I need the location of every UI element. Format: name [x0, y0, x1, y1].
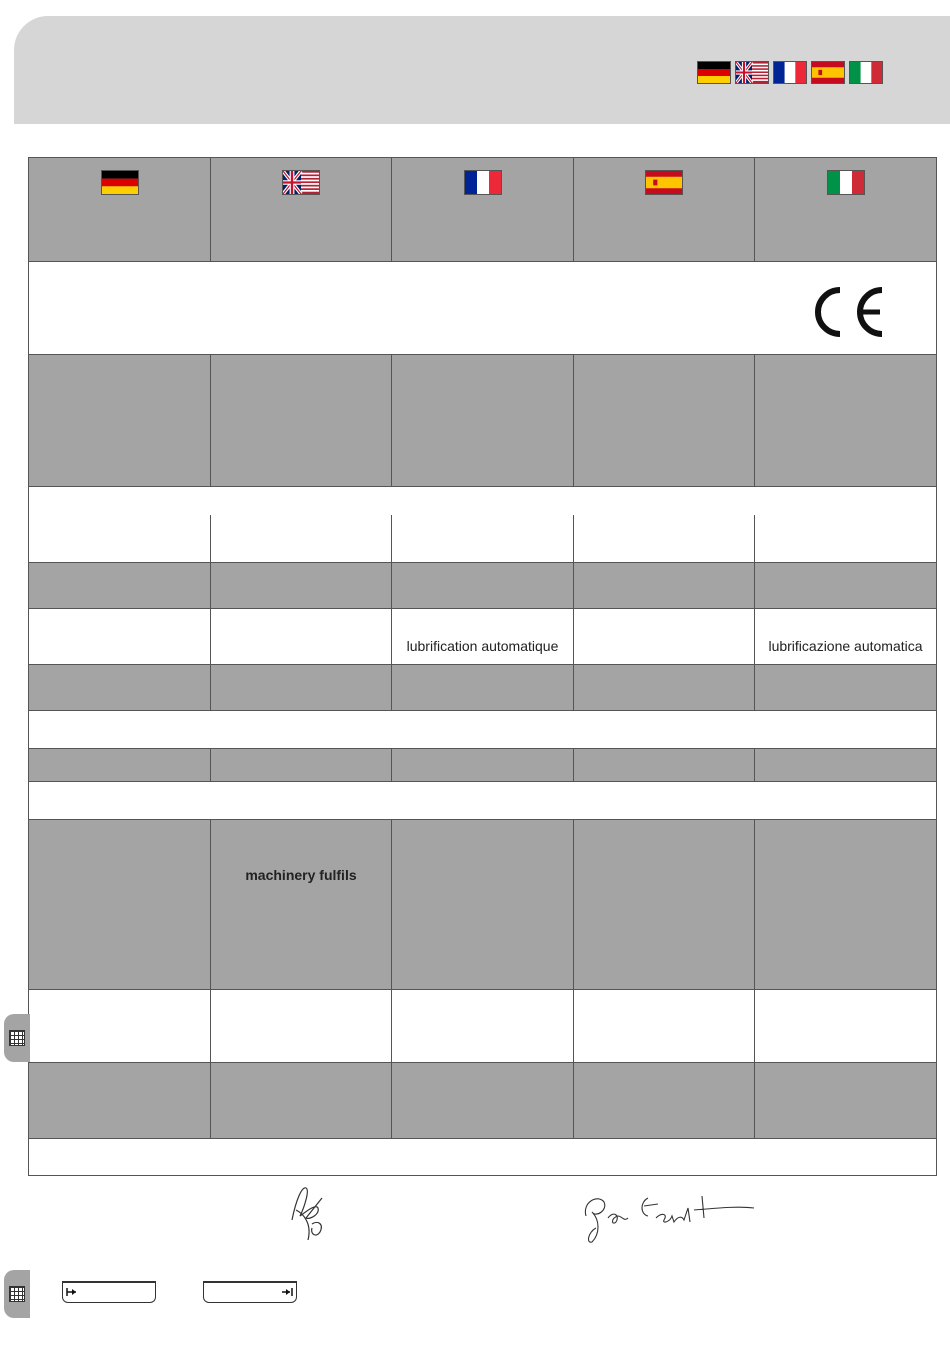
- grid-icon: [9, 1286, 25, 1302]
- cell-it: [755, 1063, 936, 1138]
- grid-icon: [9, 1030, 25, 1046]
- cell-de: [29, 990, 211, 1062]
- cell-fr: [392, 563, 574, 608]
- serial-row: [29, 665, 936, 711]
- cell-es: [574, 609, 755, 664]
- cell-it: [755, 990, 936, 1062]
- lubrication-row: [29, 609, 936, 665]
- type-row: [29, 563, 936, 609]
- year-row: [29, 711, 936, 749]
- flag-germany-icon: [101, 170, 139, 195]
- flag-italy-icon: [827, 170, 865, 195]
- cell-en: [211, 515, 392, 562]
- cell-es: [574, 515, 755, 562]
- signature-icon: [578, 1188, 756, 1246]
- flag-uk-us-icon[interactable]: [735, 61, 769, 84]
- previous-page-button[interactable]: [62, 1281, 156, 1303]
- lubrication-text-it: lubrificazione automatica: [768, 638, 923, 654]
- side-tab[interactable]: [4, 1014, 30, 1062]
- cell-fr: [392, 820, 574, 989]
- cell-it: [755, 820, 936, 989]
- cell-it: [755, 515, 936, 562]
- cell-es: [574, 990, 755, 1062]
- flag-uk-us-icon: [282, 170, 320, 195]
- flag-spain-icon: [645, 170, 683, 195]
- cell-it: [755, 355, 936, 486]
- standards-row: [29, 990, 936, 1063]
- directive-row: [29, 820, 936, 990]
- cell-fr: [392, 665, 574, 710]
- cell-de: [29, 820, 211, 989]
- cell-it: [755, 665, 936, 710]
- cell-en: [211, 1063, 392, 1138]
- cell-es: [574, 820, 755, 989]
- flag-spain-icon[interactable]: [811, 61, 845, 84]
- cell-en: [211, 609, 392, 664]
- lubrication-text-fr: lubrification automatique: [406, 638, 559, 654]
- column-es: [574, 158, 755, 261]
- column-de: [29, 158, 211, 261]
- cell-de: [29, 563, 211, 608]
- column-en: [211, 158, 392, 261]
- side-tab-bottom[interactable]: [4, 1270, 30, 1318]
- cell-de: [29, 609, 211, 664]
- cell-es: [574, 749, 755, 781]
- language-header-row: [29, 158, 936, 262]
- product-row: [29, 487, 936, 563]
- cell-fr: [392, 749, 574, 781]
- cell-fr: [392, 515, 574, 562]
- cell-it: [755, 749, 936, 781]
- cell-it: [755, 609, 936, 664]
- ce-row: [29, 262, 936, 355]
- cell-es: [574, 1063, 755, 1138]
- cell-fr: [392, 1063, 574, 1138]
- arrow-right-icon: [66, 1286, 78, 1298]
- cell-de: [29, 355, 211, 486]
- ce-mark-icon: [806, 284, 886, 340]
- column-it: [755, 158, 936, 261]
- cell-fr: [392, 609, 574, 664]
- cell-de: [29, 665, 211, 710]
- cell-fr: [392, 355, 574, 486]
- declaration-table: [28, 157, 937, 1176]
- cell-de: [29, 1063, 211, 1138]
- manufacturer-row: [29, 355, 936, 487]
- flag-france-icon[interactable]: [773, 61, 807, 84]
- cell-en: [211, 990, 392, 1062]
- labels-row: [29, 749, 936, 782]
- flag-germany-icon[interactable]: [697, 61, 731, 84]
- cell-es: [574, 563, 755, 608]
- cell-it: [755, 563, 936, 608]
- column-fr: [392, 158, 574, 261]
- cell-en: [211, 563, 392, 608]
- signature-icon: [282, 1180, 332, 1246]
- arrow-right-icon: [281, 1286, 293, 1298]
- language-flags: [697, 61, 883, 84]
- cell-es: [574, 355, 755, 486]
- cell-de: [29, 515, 211, 562]
- cell-en: [211, 820, 392, 989]
- cell-en: [211, 665, 392, 710]
- cell-fr: [392, 990, 574, 1062]
- cell-en: [211, 355, 392, 486]
- cell-de: [29, 749, 211, 781]
- next-page-button[interactable]: [203, 1281, 297, 1303]
- cell-es: [574, 665, 755, 710]
- directive-text-en: machinery fulfils: [245, 867, 357, 883]
- date-row: [29, 1139, 936, 1175]
- documentation-row: [29, 1063, 936, 1139]
- flag-italy-icon[interactable]: [849, 61, 883, 84]
- flag-france-icon: [464, 170, 502, 195]
- spacer-row: [29, 782, 936, 820]
- cell-en: [211, 749, 392, 781]
